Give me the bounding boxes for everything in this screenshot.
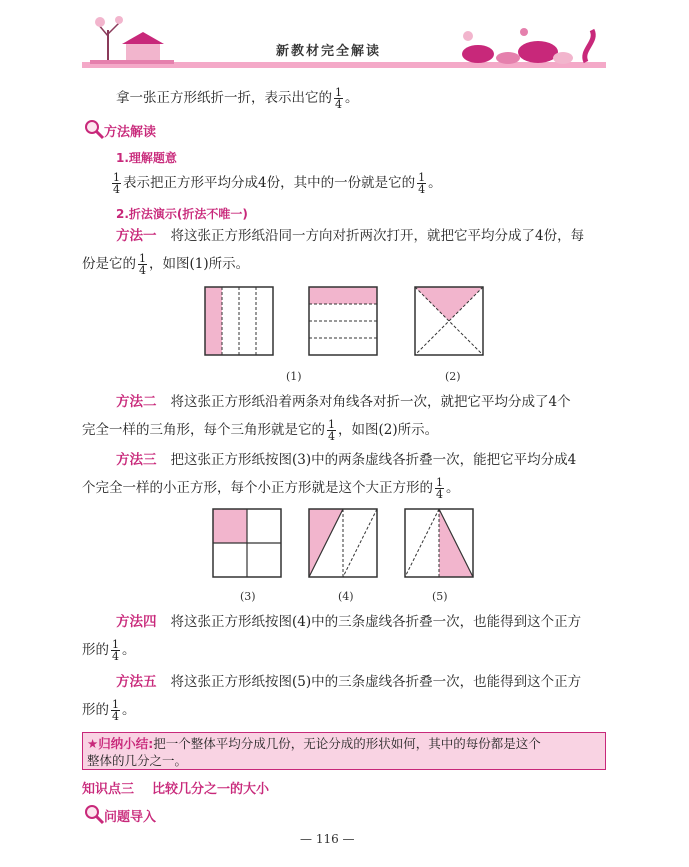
fraction: $\frac{1}{4}$: [335, 86, 342, 111]
caption-2: (2): [445, 370, 461, 383]
figure-5: [308, 508, 380, 580]
summary-box: [82, 732, 606, 770]
caption-3: (3): [240, 590, 256, 603]
summary-line2: 整体的几分之一。: [87, 753, 188, 768]
figure-2: [308, 286, 380, 358]
summary-line1: 把一个整体平均分成几份，无论分成的形状如何，其中的每份都是这个: [153, 736, 541, 751]
knowledge-heading: 知识点三 比较几分之一的大小: [82, 782, 270, 797]
caption-1: (1): [286, 370, 302, 383]
method5-line1: 方法五 将这张正方形纸按图(5)中的三条虚线各折叠一次，也能得到这个正方: [116, 674, 582, 690]
intro-line: 拿一张正方形纸折一折，表示出它的 $\frac{1}{4}$ 。: [116, 86, 359, 111]
figure-3: [414, 286, 486, 358]
method5-line2: 形的 $\frac{1}{4}$ 。: [82, 698, 136, 723]
caption-5: (5): [432, 590, 448, 603]
understand-line: $\frac{1}{4}$ 表示把正方形平均分成4份，其中的一份就是它的 $\frac{1}{4}$ 。: [113, 171, 442, 196]
page-number: — 116 —: [300, 832, 355, 846]
question-intro-heading: 问题导入: [104, 810, 157, 825]
demo-heading: 2.折法演示(折法不唯一): [116, 207, 248, 221]
method3-line2: 个完全一样的小正方形，每个小正方形就是这个大正方形的 $\frac{1}{4}$ 。: [82, 476, 460, 501]
caption-4: (4): [338, 590, 354, 603]
method4-line2: 形的 $\frac{1}{4}$ 。: [82, 638, 136, 663]
header-plants-icon: [448, 20, 608, 66]
method1-line1: 方法一 将这张正方形纸沿同一方向对折两次打开，就把它平均分成了4份，每: [116, 228, 585, 244]
method3-line1: 方法三 把这张正方形纸按图(3)中的两条虚线各折叠一次，能把它平均分成4: [116, 452, 577, 468]
summary-label: ★归纳小结:: [87, 736, 154, 751]
header-title: 新教材完全解读: [276, 44, 382, 59]
header-tree-house-icon: [86, 10, 176, 66]
method2-line2: 完全一样的三角形，每个三角形就是它的 $\frac{1}{4}$ ，如图(2)所示。: [82, 418, 439, 443]
method4-line1: 方法四 将这张正方形纸按图(4)中的三条虚线各折叠一次，也能得到这个正方: [116, 614, 582, 630]
magnifier-icon: [83, 803, 105, 825]
figure-1: [204, 286, 276, 358]
method-explain-heading: 方法解读: [104, 125, 157, 140]
figure-4: [212, 508, 284, 580]
understand-heading: 1.理解题意: [116, 151, 177, 165]
magnifier-icon: [83, 118, 105, 140]
figure-6: [404, 508, 476, 580]
method1-line2: 份是它的 $\frac{1}{4}$ ，如图(1)所示。: [82, 252, 250, 277]
method2-line1: 方法二 将这张正方形纸沿着两条对角线各对折一次，就把它平均分成了4个: [116, 394, 571, 410]
